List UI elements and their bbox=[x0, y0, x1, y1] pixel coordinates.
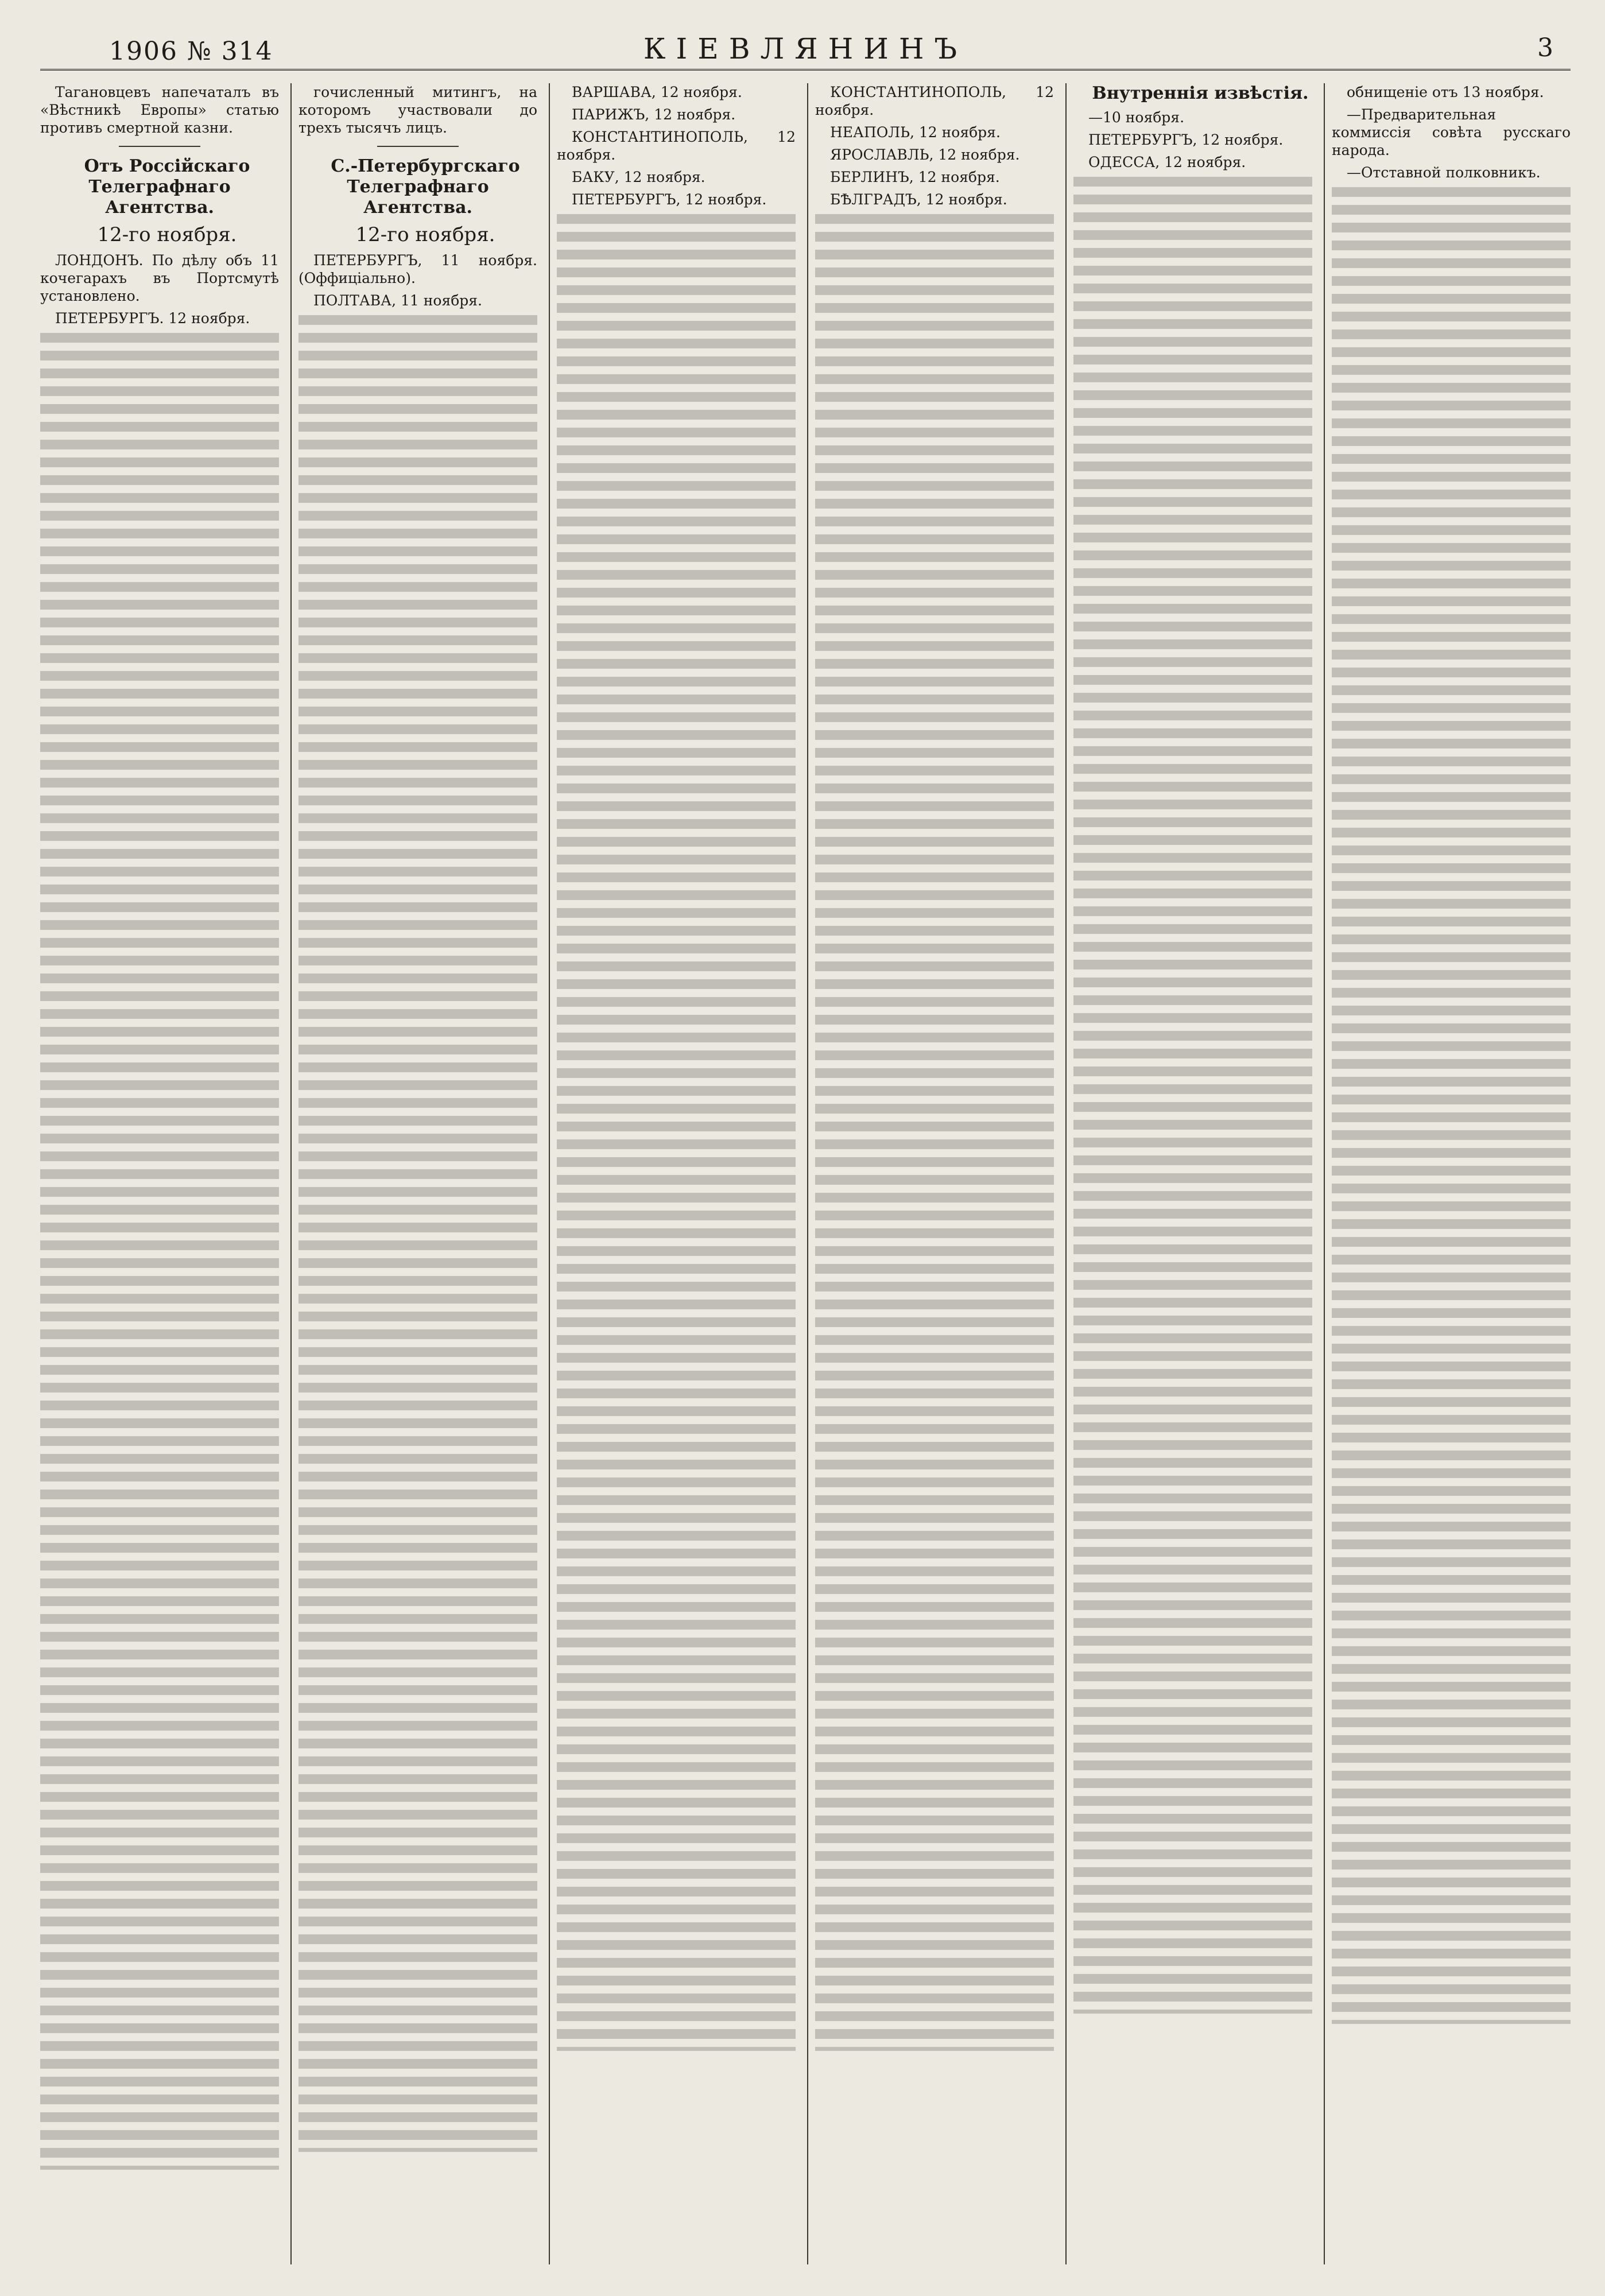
article-paragraph: ПЕТЕРБУРГЪ, 12 ноября. bbox=[572, 191, 767, 208]
illegible-text-block bbox=[557, 214, 796, 2051]
column-rule bbox=[1324, 83, 1325, 2264]
article-paragraph: ПЕТЕРБУРГЪ, 12 ноября. bbox=[1088, 131, 1284, 148]
article-paragraph: ВАРШАВА, 12 ноября. bbox=[572, 84, 742, 100]
column-1 bbox=[40, 83, 279, 2264]
column-5 bbox=[1073, 83, 1312, 2264]
illegible-text-block bbox=[815, 214, 1054, 2051]
article-paragraph: обнищеніе отъ 13 ноября. bbox=[1347, 84, 1544, 100]
column-rule bbox=[549, 83, 550, 2264]
article-columns bbox=[40, 83, 1571, 2264]
dateline: 12-го ноября. bbox=[97, 223, 237, 246]
article-paragraph: —Отставной полковникъ. bbox=[1347, 164, 1541, 181]
column-3 bbox=[557, 83, 796, 2264]
section-divider bbox=[377, 146, 458, 147]
article-paragraph: ЯРОСЛАВЛЬ, 12 ноября. bbox=[830, 146, 1020, 163]
article-paragraph: БАКУ, 12 ноября. bbox=[572, 169, 705, 185]
page-number: 3 bbox=[1537, 33, 1553, 63]
column-6 bbox=[1332, 83, 1571, 2264]
article-paragraph: ПОЛТАВА, 11 ноября. bbox=[313, 292, 482, 309]
section-heading: Внутреннія извѣстія. bbox=[1092, 83, 1309, 103]
column-rule bbox=[1065, 83, 1067, 2264]
article-paragraph: ПЕТЕРБУРГЪ, 11 ноября. (Оффиціально). bbox=[298, 252, 537, 286]
article-paragraph: Тагановцевъ напечаталъ въ «Вѣстникѣ Европы» статью противъ смертной казни. bbox=[40, 84, 279, 136]
illegible-text-block bbox=[1073, 177, 1312, 2014]
column-2 bbox=[298, 83, 537, 2264]
illegible-text-block bbox=[1332, 187, 1571, 2024]
illegible-text-block bbox=[40, 333, 279, 2170]
article-paragraph: КОНСТАНТИНОПОЛЬ, 12 ноября. bbox=[815, 84, 1054, 118]
newspaper-title: КІЕВЛЯНИНЪ bbox=[643, 32, 968, 65]
article-paragraph: НЕАПОЛЬ, 12 ноября. bbox=[830, 124, 1001, 141]
masthead bbox=[40, 29, 1571, 71]
section-heading: Отъ Россійскаго Телеграфнаго Агентства. bbox=[84, 156, 250, 218]
dateline: 12-го ноября. bbox=[355, 223, 495, 246]
article-paragraph: БѢЛГРАДЪ, 12 ноября. bbox=[830, 191, 1007, 208]
column-4 bbox=[815, 83, 1054, 2264]
article-paragraph: ПЕТЕРБУРГЪ. 12 ноября. bbox=[55, 310, 250, 327]
column-rule bbox=[807, 83, 808, 2264]
illegible-text-block bbox=[298, 315, 537, 2152]
article-paragraph: ОДЕССА, 12 ноября. bbox=[1088, 154, 1246, 170]
issue-number: 1906 № 314 bbox=[109, 37, 273, 66]
section-heading: С.-Петербургскаго Телеграфнаго Агентства. bbox=[331, 156, 520, 218]
article-paragraph: ЛОНДОНЪ. По дѣлу объ 11 кочегарахъ въ Портсмутѣ установлено. bbox=[40, 252, 279, 304]
article-paragraph: КОНСТАНТИНОПОЛЬ, 12 ноября. bbox=[557, 129, 796, 163]
article-paragraph: БЕРЛИНЪ, 12 ноября. bbox=[830, 169, 1000, 185]
section-divider bbox=[119, 146, 200, 147]
article-paragraph: ПАРИЖЪ, 12 ноября. bbox=[572, 106, 736, 123]
column-rule bbox=[290, 83, 292, 2264]
article-paragraph: —Предварительная коммиссія совѣта русскаго народа. bbox=[1332, 106, 1571, 158]
article-paragraph: —10 ноября. bbox=[1088, 109, 1185, 126]
article-paragraph: гочисленный митингъ, на которомъ участвовали до трехъ тысячъ лицъ. bbox=[298, 84, 537, 136]
